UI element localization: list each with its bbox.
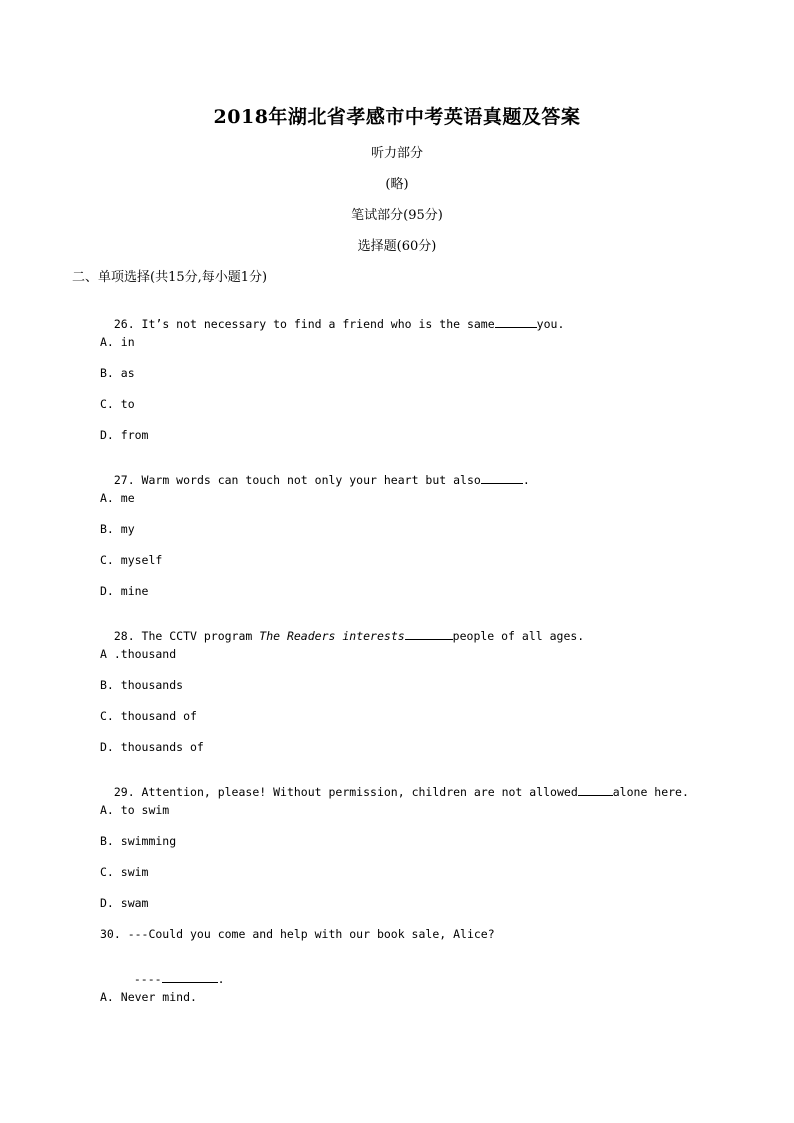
option-c: C. to bbox=[100, 397, 135, 411]
question-26-stem bbox=[100, 305, 564, 330]
question-29-stem bbox=[100, 773, 689, 798]
question-28-text: 28. The CCTV program bbox=[113, 628, 260, 643]
answer-blank bbox=[578, 785, 613, 796]
reply-dashes: ---- bbox=[133, 971, 162, 986]
question-27-text-end: . bbox=[522, 472, 530, 487]
written-heading: 笔试部分(95分) bbox=[351, 208, 443, 223]
option-d: D. thousands of bbox=[100, 740, 204, 754]
option-a: A. to swim bbox=[100, 803, 170, 817]
question-28-text-end: people of all ages. bbox=[452, 628, 585, 643]
question-29-text: 29. Attention, please! Without permission, children are not allowed bbox=[113, 784, 578, 799]
option-c: C. swim bbox=[100, 865, 149, 879]
option-c: C. myself bbox=[100, 553, 163, 567]
question-27-stem bbox=[100, 461, 530, 486]
reply-end: . bbox=[217, 971, 225, 986]
question-27-text: 27. Warm words can touch not only your heart but also bbox=[113, 472, 481, 487]
page-title: 2018年湖北省孝感市中考英语真题及答案 bbox=[213, 106, 581, 128]
option-a: A. in bbox=[100, 335, 135, 349]
option-a: A .thousand bbox=[100, 647, 177, 661]
option-b: B. my bbox=[100, 522, 135, 536]
question-29-text-end: alone here. bbox=[612, 784, 689, 799]
omitted-note: (略) bbox=[385, 177, 409, 192]
question-26-text-end: you. bbox=[536, 316, 565, 331]
option-d: D. swam bbox=[100, 896, 149, 910]
section-heading: 二、单项选择(共15分,每小题1分) bbox=[72, 270, 268, 285]
question-28-stem bbox=[100, 617, 584, 642]
answer-blank bbox=[162, 972, 218, 983]
option-d: D. from bbox=[100, 428, 149, 442]
answer-blank bbox=[405, 629, 453, 640]
option-b: B. as bbox=[100, 366, 135, 380]
option-a: A. me bbox=[100, 491, 135, 505]
option-b: B. thousands bbox=[100, 678, 184, 692]
listening-heading: 听力部分 bbox=[370, 146, 423, 161]
option-d: D. mine bbox=[100, 584, 149, 598]
question-26-text: 26. It’s not necessary to find a friend who is the same bbox=[113, 316, 495, 331]
option-a: A. Never mind. bbox=[100, 990, 197, 1004]
program-title: The Readers interests bbox=[259, 628, 405, 643]
option-c: C. thousand of bbox=[100, 709, 197, 723]
question-30-reply bbox=[120, 960, 225, 985]
option-b: B. swimming bbox=[100, 834, 177, 848]
answer-blank bbox=[495, 317, 537, 328]
choice-heading: 选择题(60分) bbox=[357, 239, 437, 254]
question-30-stem: 30. ---Could you come and help with our book sale, Alice? bbox=[100, 927, 495, 941]
answer-blank bbox=[481, 473, 523, 484]
